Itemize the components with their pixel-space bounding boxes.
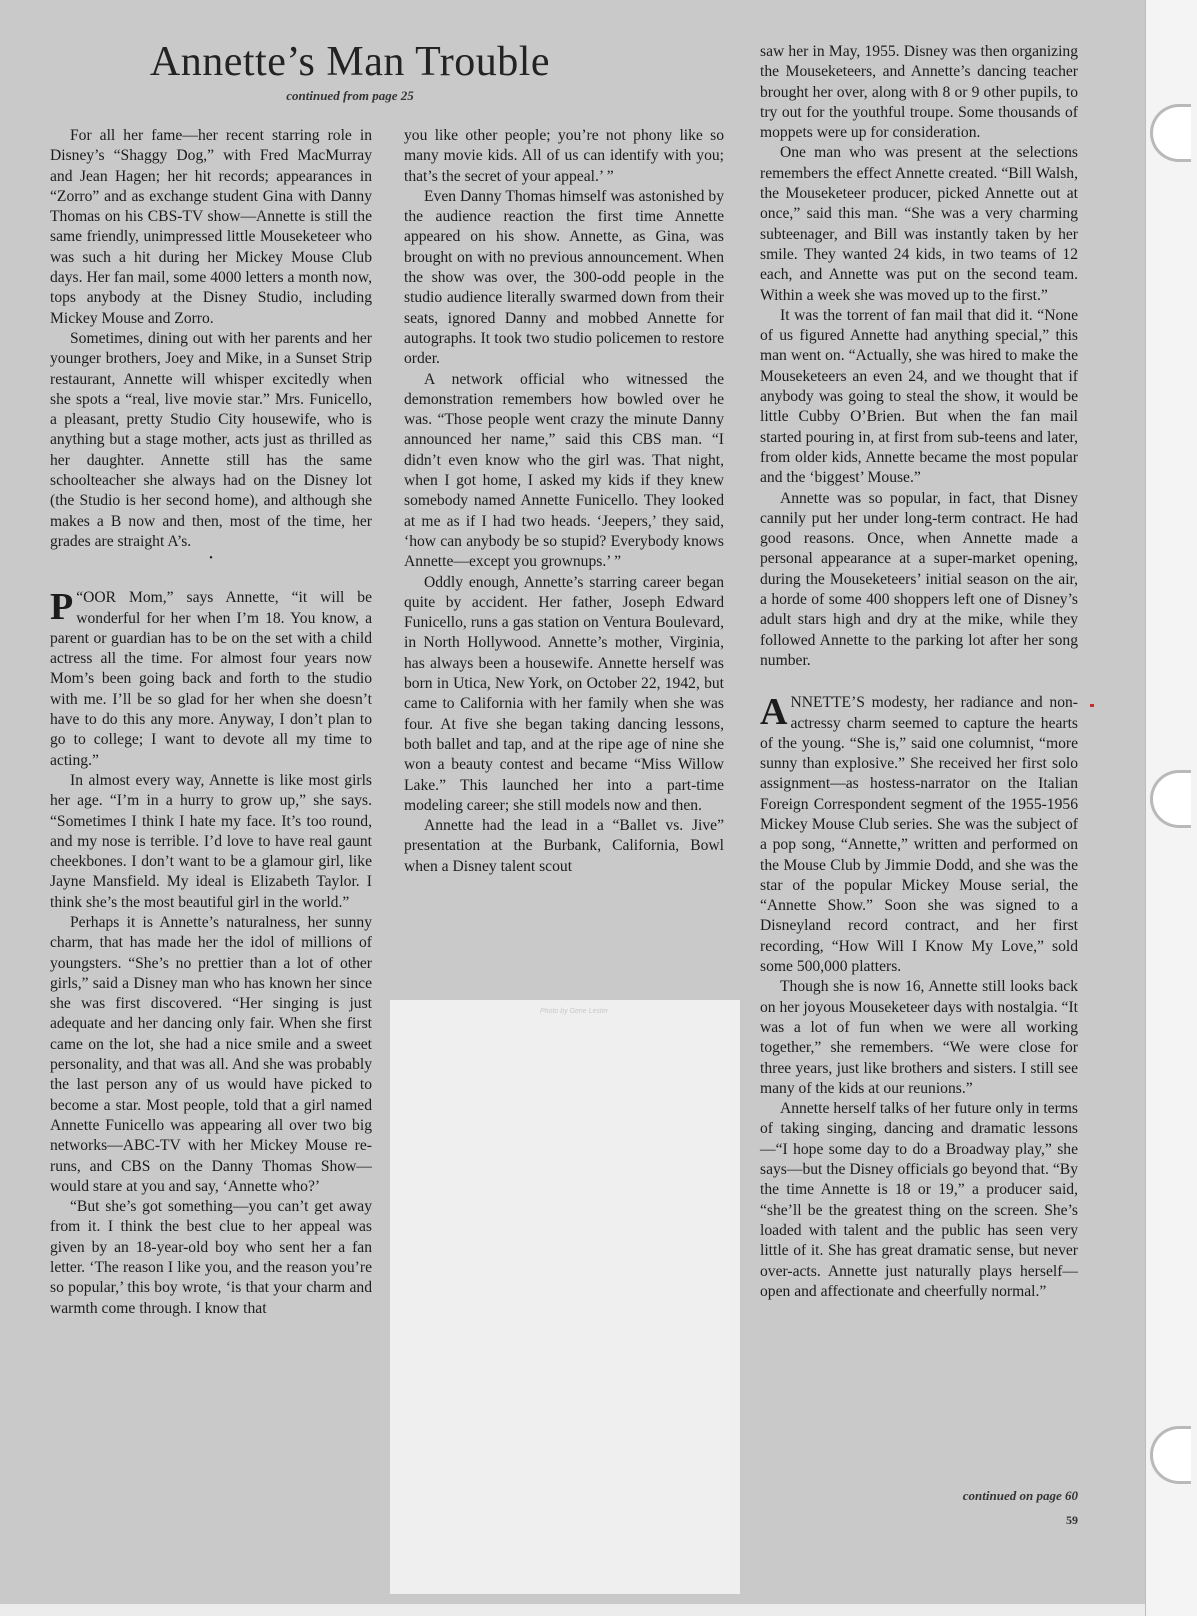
paragraph: Annette was so popular, in fact, that Disney cannily put her under long-term contract. He had good reasons. Once, when Annette made a personal appearance at a super-market opening, during the Mouseketeers’ initial season on the air, a horde of some 400 shoppers left one of Disney’s adult stars high and dry at the mike, while they followed Annette to the parking lot after her song number.: [760, 489, 1078, 669]
ink-mark: [1090, 704, 1094, 707]
section-lead-paragraph: “ P OOR Mom,” says Annette, “it will be wonderful for her when I’m 18. You know, a parent or guardian has to be on the set with a child actress all the time. For almost four years now Mom’s been going back and forth to the studio with me. I’ll be so glad for her when she doesn’t have to do this any more. Anyway, I don’t plan to go to college; I want to devote all my time to acting.”: [50, 586, 372, 769]
paragraph: Even Danny Thomas himself was astonished by the audience reaction the first time Annette appeared on his show. Annette, as Gina, was brought on with no previous announcement. When the show was over, the 300-odd people in the studio audience literally swarmed down from their seats, ignored Danny and mobbed Annette for autographs. It took two studio policemen to restore order.: [404, 187, 724, 368]
photo-credit: Photo by Gene Lester: [540, 1008, 609, 1015]
paragraph: One man who was present at the selections remembers the effect Annette created. “Bill Walsh, the Mouseketeer producer, picked Annette out at once,” said this man. “She was a very charming subteenager, and Bill was instantly taken by her smile. They wanted 24 kids, in two teams of 12 each, and Annette was put on the second team. Within a week she was moved up to the first.”: [760, 144, 1078, 304]
photo-placeholder: [390, 1000, 740, 1594]
paragraph: Annette herself talks of her future only in terms of taking singing, dancing and dramatic lessons—“I hope some day to do a Broadway play,” she says—but the Disney officials go beyond that. “By the time Annette is 18 or 19,” a producer said, “she’ll be the greatest thing on the screen. She’s loaded with talent and the public has seen very little of it. She has great dramatic sense, but never over-acts. Annette just naturally plays herself—open and affectionate and cheerfully normal.”: [760, 1100, 1078, 1300]
paragraph: Oddly enough, Annette’s starring career began quite by accident. Her father, Joseph Edward Funicello, runs a gas station on Ventura Boulevard, in North Hollywood. Annette’s mother, Virginia, has always been a housewife. Annette herself was born in Utica, New York, on October 22, 1942, but came to California with her family when she was four. At five she began taking dancing lessons, both ballet and tap, and at the ripe age of nine she won a beauty contest and became “Miss Willow Lake.” This launched her into a part-time modeling career; she still models now and then.: [404, 573, 724, 814]
section-divider: •: [209, 553, 213, 565]
paragraph: In almost every way, Annette is like most girls her age. “I’m in a hurry to grow up,” she says. “Sometimes I think I hate my face. It’s too round, and my nose is terrible. I’d love to have real gaunt cheekbones. I don’t want to be a glamour girl, like Jayne Mansfield. My ideal is Elizabeth Taylor. I think she’s the most beautiful girl in the world.”: [50, 771, 372, 911]
drop-cap: A: [760, 691, 788, 734]
article-column-1: [50, 126, 372, 1319]
article-column-2: [404, 126, 724, 877]
paragraph: Annette had the lead in a “Ballet vs. Jive” presentation at the Burbank, California, Bowl when a Disney talent scout: [404, 817, 724, 875]
section-lead-paragraph: ANNETTE’S modesty, her radiance and non-actressy charm seemed to capture the hearts of the young. “She is,” said one columnist, “more sunny than explosive.” She received her first solo assignment—as hostess-narrator on the Italian Foreign Correspondent segment of the 1955-1956 Mickey Mouse Club series. She was the subject of a pop song, “Annette,” written and performed on the Mouse Club by Jimmie Dodd, and she was the star of the popular Mickey Mouse serial, the “Annette Show.” Soon she was signed to a Disneyland record contract, and her first recording, “How Will I Know My Love,” sold some 500,000 platters.: [760, 691, 1078, 976]
paragraph: Though she is now 16, Annette still looks back on her joyous Mouseketeer days with nostalgia. “It was a lot of fun when we were all working together,” she remembers. “We were close for three years, just like brothers and sisters. I still see many of the kids at our reunions.”: [760, 978, 1078, 1097]
paragraph: you like other people; you’re not phony like so many movie kids. All of us can identify with you; that’s the secret of your appeal.’ ”: [404, 127, 724, 185]
paragraph: saw her in May, 1955. Disney was then organizing the Mouseketeers, and Annette’s dancing teacher brought her over, along with 8 or 9 other pupils, to try out for the youthful troupe. Some thousands of moppets were up for consideration.: [760, 43, 1078, 142]
page-number: 59: [1066, 1513, 1078, 1527]
paragraph: It was the torrent of fan mail that did it. “None of us figured Annette had anything special,” this man went on. “Actually, she was hired to make the Mouseketeers an even 24, and we thought that if anybody was going to steal the show, it would be little Cubby O’Brien. But when the fan mail started pouring in, at first from sub-teens and later, from older kids, Annette became the most popular and the ‘biggest’ Mouse.”: [760, 306, 1078, 487]
paragraph: “But she’s got something—you can’t get away from it. I think the best clue to her appeal was given by an 18-year-old boy who sent her a fan letter. ‘The reason I like you, and the reason you’re so popular,’ this boy wrote, ‘is that your charm and warmth come through. I know that: [50, 1198, 372, 1317]
continued-from-note: continued from page 25: [286, 88, 414, 103]
continued-on-note: continued on page 60: [962, 1488, 1078, 1503]
paragraph: Sometimes, dining out with her parents and her younger brothers, Joey and Mike, in a Sunset Strip restaurant, Annette will whisper excitedly when she spots a “real, live movie star.” Mrs. Funicello, a pleasant, pretty Studio City housewife, who is anything but a stage mother, acts just as thrilled as her daughter. Annette still has the same schoolteacher she always had on the Disney lot (the Studio is her second home), and although she makes a B now and then, most of the time, her grades are straight A’s.: [50, 329, 372, 550]
paragraph: A network official who witnessed the demonstration remembers how bowled over he was. “Those people went crazy the minute Danny announced her name,” said this CBS man. “I didn’t even know who the girl was. That night, when I got home, I asked my kids if they knew somebody named Annette Funicello. They looked at me as if I had two heads. ‘Jeepers,’ they said, ‘how can anybody be so stupid? Everybody knows Annette—except you grownups.’ ”: [404, 370, 724, 571]
article-column-3: [760, 42, 1078, 1302]
article-title: Annette’s Man Trouble: [149, 39, 551, 85]
drop-cap: P: [50, 586, 74, 629]
scan-margin: [0, 1604, 1145, 1616]
paragraph: For all her fame—her recent starring role in Disney’s “Shaggy Dog,” with Fred MacMurray and Jean Hagen; her hit records; appearances in “Zorro” and as exchange student Gina with Danny Thomas on his CBS-TV show—Annette is still the same friendly, unimpressed little Mouseketeer who was such a hit during her Mickey Mouse Club days. Her fan mail, some 4000 letters a month now, tops anybody at the Disney Studio, including Mickey Mouse and Zorro.: [50, 127, 372, 327]
paragraph: Perhaps it is Annette’s naturalness, her sunny charm, that has made her the idol of millions of youngsters. “She’s no prettier than a lot of other girls,” said a Disney man who has known her since she was first discovered. “Her singing is just adequate and her dancing only fair. When she first came on the lot, she had a nice smile and a sweet personality, and that was all. And she was probably the last person any of us would have picked to become a star. Most people, told that a girl named Annette Funicello was appearing all over two big networks—ABC-TV with her Mickey Mouse re-runs, and CBS on the Danny Thomas Show—would stare at you and say, ‘Annette who?’: [50, 913, 372, 1195]
